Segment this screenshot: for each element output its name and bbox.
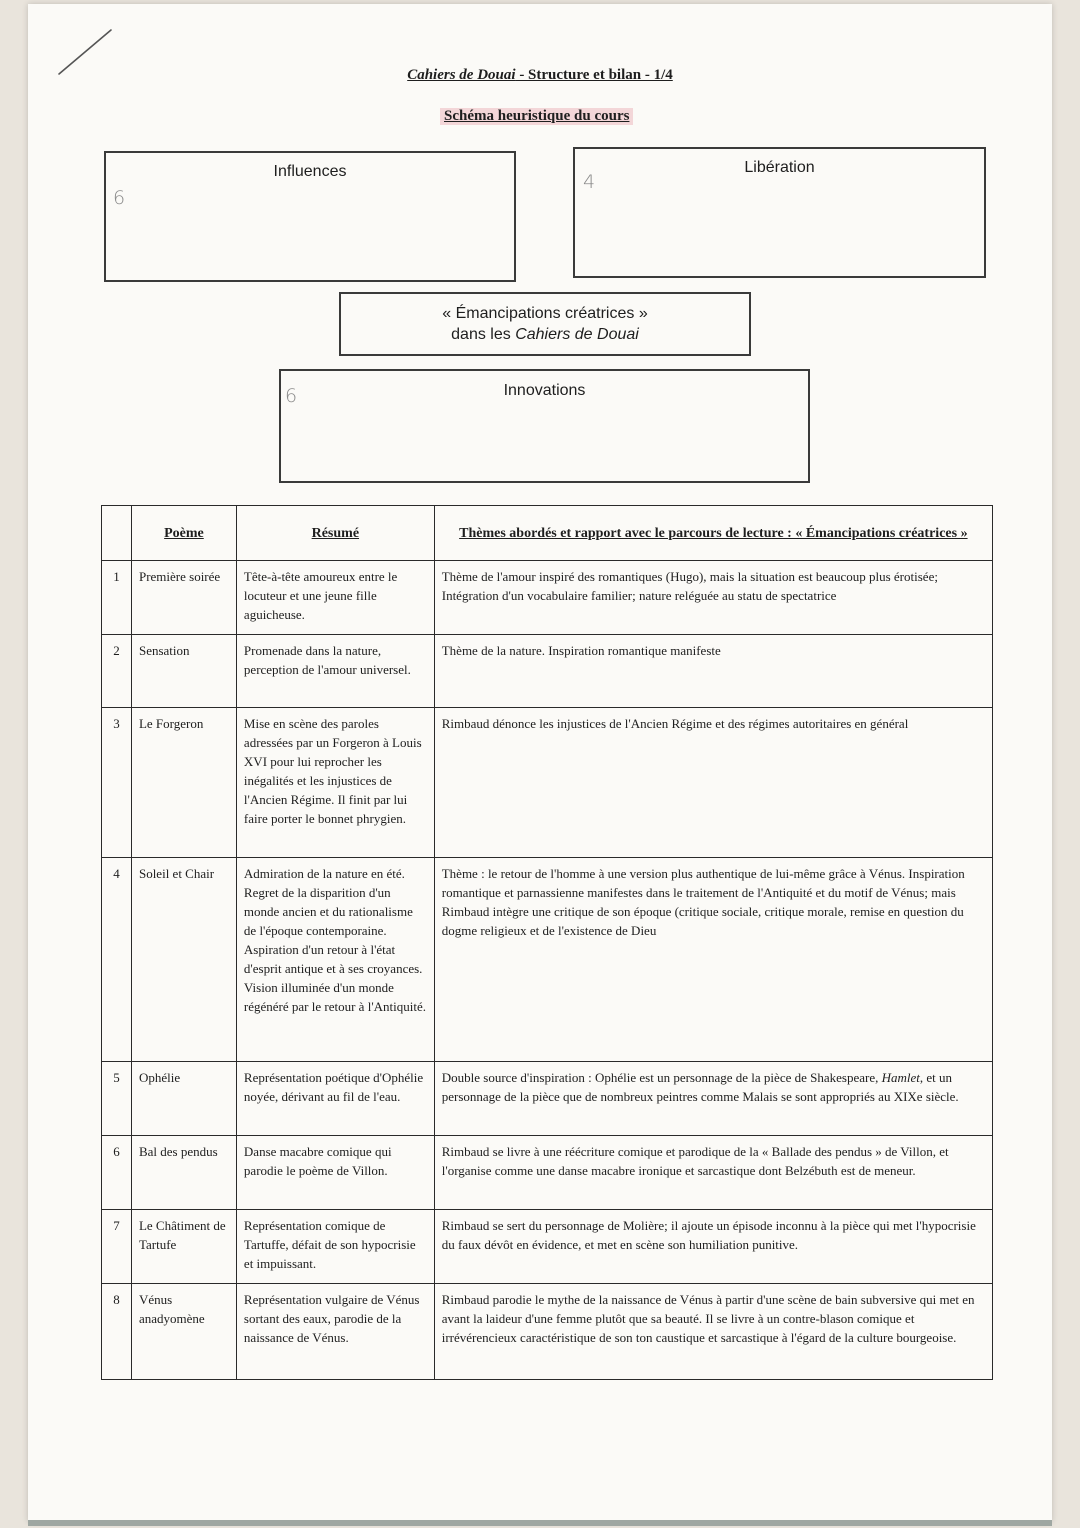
row-resume: Mise en scène des paroles adressées par un Forgeron à Louis XVI pour lui reprocher les inégalités et les injustices de l'Ancien Régime. Il finit par lui faire porter le bonnet phrygien.: [236, 708, 434, 858]
row-themes: Rimbaud parodie le mythe de la naissance de Vénus à partir d'une scène de bain subversive qui met en avant la laideur d'une femme plutôt que sa beauté. Il se livre à un contre-blason comique et irrévérencieux caractéristique de son ton caustique et sarcastique à l'égard de la culture bourgeoise.: [434, 1284, 992, 1380]
row-resume: Représentation comique de Tartuffe, défait de son hypocrisie et impuissant.: [236, 1210, 434, 1284]
row-number: 8: [102, 1284, 132, 1380]
row-resume: Promenade dans la nature, perception de l'amour universel.: [236, 635, 434, 708]
row-number: 5: [102, 1062, 132, 1136]
row-themes: Rimbaud dénonce les injustices de l'Ancien Régime et des régimes autoritaires en général: [434, 708, 992, 858]
table-header-row: [102, 506, 993, 561]
row-poeme: Le Forgeron: [131, 708, 236, 858]
poems-table: [101, 505, 993, 1380]
row-poeme: Sensation: [131, 635, 236, 708]
header-resume: Résumé: [236, 506, 434, 561]
page-bottom-edge: [28, 1520, 1052, 1526]
table-row: [102, 1284, 993, 1380]
row-resume: Représentation poétique d'Ophélie noyée, dérivant au fil de l'eau.: [236, 1062, 434, 1136]
table-row: [102, 1210, 993, 1284]
row-number: 2: [102, 635, 132, 708]
row-themes: Rimbaud se sert du personnage de Molière; il ajoute un épisode inconnu à la pièce qui met l'hypocrisie du faux dévôt en évidence, et met en scène son humiliation punitive.: [434, 1210, 992, 1284]
row-themes: Thème de l'amour inspiré des romantiques (Hugo), mais la situation est beaucoup plus érotisée; Intégration d'un vocabulaire familier; nature reléguée au statu de spectatrice: [434, 561, 992, 635]
document-subtitle: Schéma heuristique du cours: [440, 108, 633, 125]
row-themes: Thème : le retour de l'homme à une version plus authentique de lui-même grâce à Vénus. Inspiration romantique et parnassienne manifestes dans le traitement de l'Antiquité et du motif de Vénus; mais Rimbaud intègre une critique de son époque (critique sociale, critique morale, remise en question du dogme religieux et de l'existence de Dieu: [434, 858, 992, 1062]
row-resume: Tête-à-tête amoureux entre le locuteur et une jeune fille aguicheuse.: [236, 561, 434, 635]
influences-label: Influences: [273, 163, 347, 180]
row-number: 3: [102, 708, 132, 858]
row-number: 7: [102, 1210, 132, 1284]
row-poeme: Soleil et Chair: [131, 858, 236, 1062]
row-number: 6: [102, 1136, 132, 1210]
header-poeme: Poème: [131, 506, 236, 561]
row-number: 1: [102, 561, 132, 635]
central-theme-line1: « Émancipations créatrices »: [442, 305, 648, 322]
row-resume: Danse macabre comique qui parodie le poème de Villon.: [236, 1136, 434, 1210]
central-theme-box: [339, 292, 751, 356]
influences-handwritten-note: 6: [113, 187, 126, 209]
row-themes: Rimbaud se livre à une réécriture comique et parodique de la « Ballade des pendus » de Villon, et l'organise comme une danse macabre ironique et sarcastique dont Belzébuth est de meneur.: [434, 1136, 992, 1210]
liberation-box: [573, 147, 986, 278]
innovations-handwritten-note: 6: [285, 385, 298, 407]
central-theme-line2: dans les Cahiers de Douai: [451, 326, 639, 343]
row-number: 4: [102, 858, 132, 1062]
row-poeme: Bal des pendus: [131, 1136, 236, 1210]
header-num: [102, 506, 132, 561]
table-row: [102, 561, 993, 635]
header-themes: Thèmes abordés et rapport avec le parcours de lecture : « Émancipations créatrices »: [434, 506, 992, 561]
liberation-label: Libération: [744, 159, 815, 176]
row-resume: Représentation vulgaire de Vénus sortant des eaux, parodie de la naissance de Vénus.: [236, 1284, 434, 1380]
table-row: [102, 708, 993, 858]
influences-box: [104, 151, 516, 282]
innovations-box: [279, 369, 810, 483]
innovations-label: Innovations: [503, 382, 586, 399]
row-poeme: Ophélie: [131, 1062, 236, 1136]
row-poeme: Vénus anadyomène: [131, 1284, 236, 1380]
row-resume: Admiration de la nature en été. Regret de la disparition d'un monde ancien et du rationalisme de l'époque contemporaine. Aspiration d'un retour à l'état d'esprit antique et à ses croyances. Vision illuminée d'un monde régénéré par le retour à l'Antiquité.: [236, 858, 434, 1062]
document-title: Cahiers de Douai - Structure et bilan - 1/4: [407, 67, 673, 83]
row-poeme: Première soirée: [131, 561, 236, 635]
table-row: [102, 1136, 993, 1210]
row-themes: Thème de la nature. Inspiration romantique manifeste: [434, 635, 992, 708]
table-row: [102, 635, 993, 708]
row-poeme: Le Châtiment de Tartufe: [131, 1210, 236, 1284]
table-row: [102, 858, 993, 1062]
row-themes: Double source d'inspiration : Ophélie est un personnage de la pièce de Shakespeare, Hamlet, et un personnage de la pièce que de nombreux peintres comme Malais se sont appropriés au XIXe siècle.: [434, 1062, 992, 1136]
liberation-handwritten-note: 4: [583, 171, 596, 193]
table-row: [102, 1062, 993, 1136]
